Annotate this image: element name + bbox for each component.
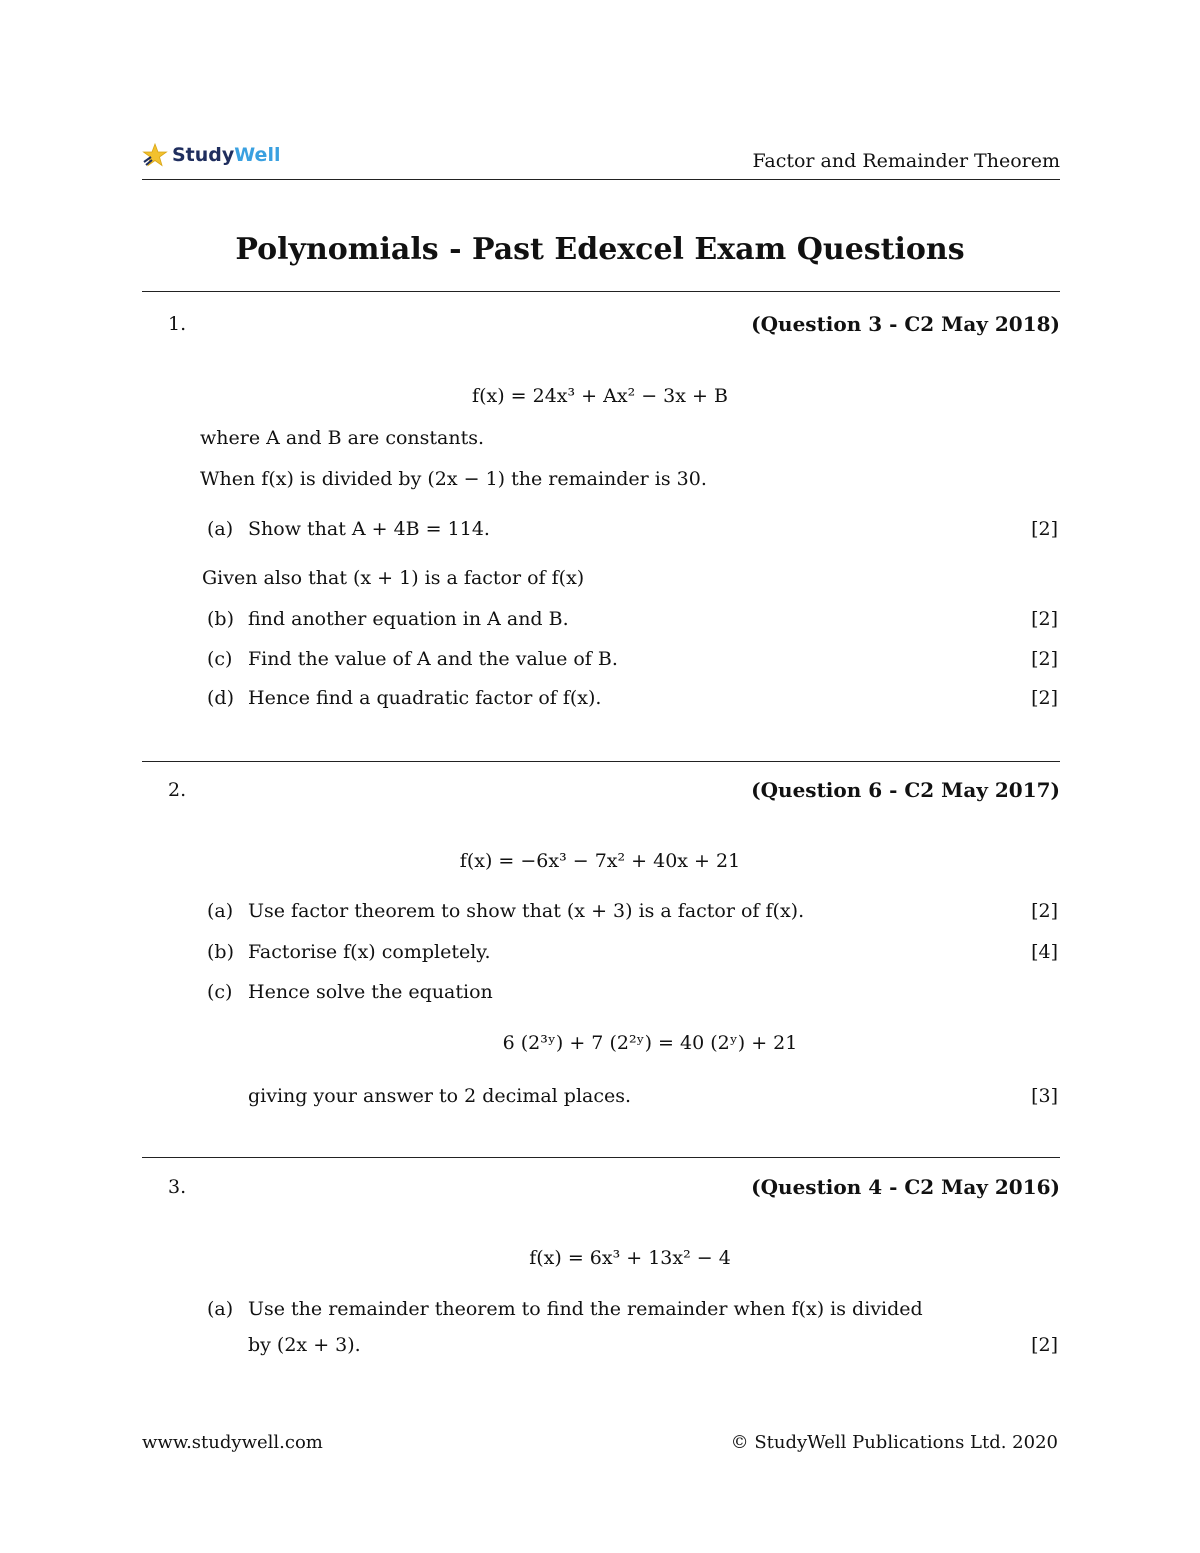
part-label: (a)	[207, 1298, 234, 1320]
star-icon	[142, 142, 168, 168]
part-marks: [2]	[1031, 900, 1058, 922]
part-text: Use the remainder theorem to find the remainder when f(x) is divided	[248, 1298, 923, 1320]
question-line: Given also that (x + 1) is a factor of f(x)	[202, 567, 585, 589]
question-source: (Question 4 - C2 May 2016)	[751, 1175, 1060, 1199]
section-rule-1	[142, 291, 1060, 292]
part-text: Use factor theorem to show that (x + 3) is a factor of f(x).	[248, 900, 805, 922]
section-rule-2	[142, 761, 1060, 762]
part-text: Hence solve the equation	[248, 981, 493, 1003]
sub-equation: 6 (2³ʸ) + 7 (2²ʸ) = 40 (2ʸ) + 21	[502, 1032, 798, 1054]
question-number: 3.	[168, 1176, 187, 1198]
part-label: (a)	[207, 518, 234, 540]
question-source: (Question 6 - C2 May 2017)	[751, 778, 1060, 802]
header-rule	[142, 179, 1060, 180]
part-label: (d)	[207, 687, 234, 709]
question-equation: f(x) = −6x³ − 7x² + 40x + 21	[459, 850, 741, 872]
part-marks: [2]	[1031, 1334, 1058, 1356]
footer-website: www.studywell.com	[142, 1432, 323, 1453]
part-label: (c)	[207, 648, 233, 670]
part-marks: [2]	[1031, 518, 1058, 540]
question-number: 1.	[168, 313, 187, 335]
page-title: Polynomials - Past Edexcel Exam Questions	[235, 232, 965, 267]
part-marks: [4]	[1031, 941, 1058, 963]
studywell-logo	[142, 140, 280, 170]
logo-text: StudyWell	[172, 144, 281, 166]
part-label: (c)	[207, 981, 233, 1003]
question-line: where A and B are constants.	[200, 427, 485, 449]
question-line: When f(x) is divided by (2x − 1) the remainder is 30.	[200, 468, 707, 490]
header-topic: Factor and Remainder Theorem	[752, 150, 1060, 172]
question-number: 2.	[168, 779, 187, 801]
part-text: giving your answer to 2 decimal places.	[248, 1085, 632, 1107]
part-text: Factorise f(x) completely.	[248, 941, 491, 963]
part-marks: [2]	[1031, 648, 1058, 670]
part-text: find another equation in A and B.	[248, 608, 569, 630]
question-equation: f(x) = 24x³ + Ax² − 3x + B	[472, 385, 728, 407]
part-label: (a)	[207, 900, 234, 922]
part-text: Find the value of A and the value of B.	[248, 648, 618, 670]
part-text: Show that A + 4B = 114.	[248, 518, 490, 540]
part-text: by (2x + 3).	[248, 1334, 361, 1356]
part-label: (b)	[207, 608, 234, 630]
part-text: Hence find a quadratic factor of f(x).	[248, 687, 602, 709]
part-marks: [2]	[1031, 608, 1058, 630]
section-rule-3	[142, 1157, 1060, 1158]
part-marks: [3]	[1031, 1085, 1058, 1107]
footer-copyright: © StudyWell Publications Ltd. 2020	[730, 1432, 1058, 1453]
part-label: (b)	[207, 941, 234, 963]
part-marks: [2]	[1031, 687, 1058, 709]
question-equation: f(x) = 6x³ + 13x² − 4	[529, 1247, 731, 1269]
question-source: (Question 3 - C2 May 2018)	[751, 312, 1060, 336]
